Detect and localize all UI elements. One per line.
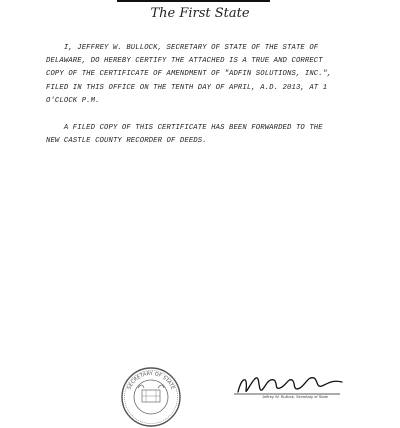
forward-line-2: NEW CASTLE COUNTY RECORDER OF DEEDS. [46, 137, 207, 146]
cert-line-1 [46, 44, 318, 52]
forwarding-paragraph [46, 122, 376, 148]
forward-line-1-text: A FILED COPY OF THIS CERTIFICATE HAS BEEN FORWARDED TO THE [63, 124, 323, 132]
cert-line-1-text: I, JEFFREY W. BULLOCK, SECRETARY OF STATE OF THE STATE OF [63, 44, 319, 52]
cert-line-5: O'CLOCK P.M. [46, 96, 100, 105]
state-motto: The First State [150, 6, 250, 21]
forward-line-1 [46, 124, 323, 132]
seal-text: SECRETARY OF STATE [126, 370, 176, 391]
top-rule [117, 0, 270, 2]
state-seal-icon [120, 366, 182, 428]
certificate-paragraph [46, 42, 376, 108]
cert-line-2: DELAWARE, DO HEREBY CERTIFY THE ATTACHED IS A TRUE AND CORRECT [46, 57, 323, 66]
signature-caption: Jeffrey W. Bullock, Secretary of State [262, 394, 328, 399]
cert-line-3: COPY OF THE CERTIFICATE OF AMENDMENT OF "ADFIN SOLUTIONS, INC.", [46, 70, 332, 79]
cert-line-4: FILED IN THIS OFFICE ON THE TENTH DAY OF APRIL, A.D. 2013, AT 1 [46, 83, 328, 92]
